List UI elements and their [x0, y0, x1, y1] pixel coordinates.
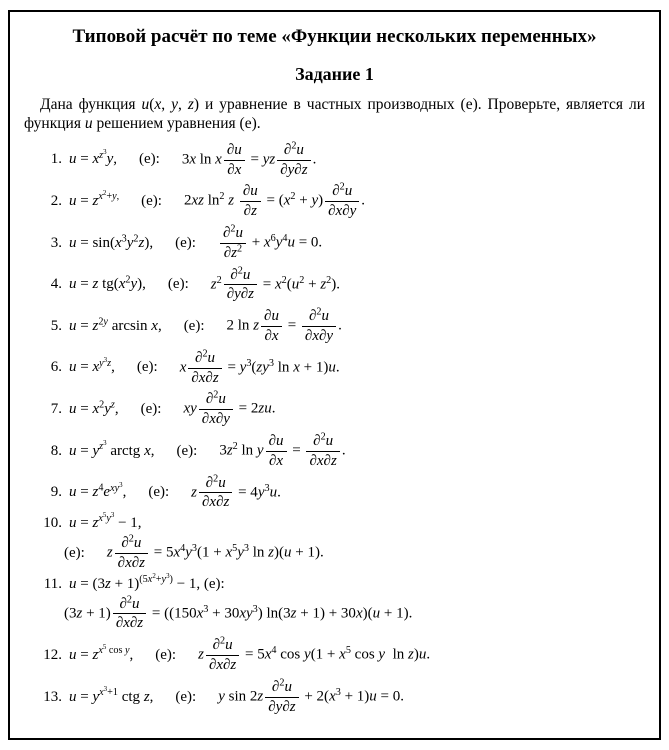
item-number: 8.	[50, 442, 62, 459]
item-number: 11.	[43, 575, 62, 592]
fraction: $\frac{\partial^2u}{\partial x\partial z}$	[188, 349, 221, 388]
fraction: $\frac{\partial u}{\partial x}$	[266, 432, 287, 471]
fraction: $\frac{\partial^2u}{\partial x\partial z}$	[115, 534, 148, 573]
problem-line	[38, 223, 645, 264]
problem-line	[38, 348, 645, 389]
fraction: $\frac{\partial^2u}{\partial x\partial z}$	[113, 595, 146, 634]
problem-item	[38, 575, 645, 635]
problem-item	[38, 223, 645, 264]
fraction: $\frac{\partial^2u}{\partial x\partial y}$	[199, 390, 233, 429]
math-segment: z $\frac{\partial^2u}{\partial x\partial z}$ = $4y^3u$.	[191, 472, 281, 511]
math-segment: z $\frac{\partial^2u}{\partial x\partial z}$ = $5x^4$ $\cos y(1 + x^5$ cos y ln z)u.	[198, 635, 431, 674]
problem-item	[38, 306, 645, 347]
problem-item	[38, 431, 645, 472]
problem-list	[24, 140, 645, 718]
math-segment: (3z + 1) $\frac{\partial^2u}{\partial x\partial z}$ = $((150x^3 + 30xy^3) \ln(3z + 1) + 30x)(u + 1)$.	[64, 594, 413, 632]
fraction: $\frac{\partial^2u}{\partial x\partial y}$	[325, 182, 359, 221]
math-segment: $u = z^4e^{xy^3}$,	[69, 481, 127, 501]
item-number: 5.	[50, 317, 62, 334]
math-segment: $u = z^{x^5 cos y}$,	[69, 644, 134, 664]
math-segment: $u = z^{x^5y^3} - 1$,	[69, 512, 142, 532]
problem-item	[38, 514, 645, 574]
problem-line	[38, 306, 645, 347]
math-segment: $u = z^{x^2+y,}$	[69, 190, 120, 210]
problem-item	[38, 635, 645, 676]
fraction: $\frac{\partial^2u}{\partial x\partial z}$	[306, 432, 339, 471]
problem-item	[38, 265, 645, 306]
math-segment: $z^2$ $\frac{\partial^2u}{\partial y\partial z}$ = $x^2(u^2 + z^2)$.	[210, 264, 340, 303]
math-segment: 2xz $\ln^2 z$ $\frac{\partial u}{\partial z}$ = $(x^2 + y)$ $\frac{\partial^2u}{\partial x\partial y}$ .	[183, 181, 366, 220]
fraction: $\frac{\partial^2u}{\partial x\partial y}$	[302, 307, 336, 346]
fraction: $\frac{\partial u}{\partial x}$	[224, 141, 245, 180]
math-segment: $u = \sin(x^3y^2z)$,	[69, 233, 154, 251]
math-segment: $\frac{\partial^2u}{\partial z^2}$ + $x^6y^4u = 0$.	[218, 224, 322, 263]
math-segment: y sin 2z $\frac{\partial^2u}{\partial y\partial z}$ + $2(x^3 + 1)u = 0$.	[218, 677, 405, 715]
math-segment: $u = x^{z^3}y$,	[69, 149, 117, 168]
problem-line	[38, 677, 645, 718]
math-segment: (e):	[183, 317, 205, 334]
math-segment: (e):	[139, 151, 160, 168]
math-segment: (e):	[140, 401, 162, 418]
fraction: $\frac{\partial^2u}{\partial z^2}$	[220, 224, 246, 263]
math-segment: (e):	[176, 442, 198, 459]
task-heading: Задание 1	[295, 64, 374, 84]
math-segment: $u = y^{z^3}$ arctg x,	[69, 440, 155, 459]
intro-paragraph: Дана функция u(x, y, z) и уравнение в частных производных (e). Проверьте, является ли функция u решением уравнения (e).	[24, 96, 645, 133]
problem-item	[38, 677, 645, 718]
problem-item	[38, 473, 645, 514]
problem-item	[38, 140, 645, 181]
math-segment: x $\frac{\partial^2u}{\partial x\partial z}$ = $y^3(zy^3$ ln x + 1)u.	[179, 348, 340, 386]
fraction: $\frac{\partial^2u}{\partial x\partial z}$	[206, 636, 239, 675]
math-segment: $u = y^{x^3+1}$ ctg z,	[69, 686, 154, 705]
problem-item	[38, 181, 645, 222]
problem-line	[38, 265, 645, 306]
problem-item	[38, 389, 645, 430]
problem-line	[38, 431, 645, 472]
problem-line	[38, 140, 645, 181]
math-segment: (e):	[175, 234, 196, 251]
math-segment: (e):	[167, 276, 189, 293]
problem-line	[64, 533, 645, 574]
problem-line	[38, 473, 645, 514]
math-segment: $u = z^{2y}$ arcsin x,	[69, 316, 162, 334]
problem-line	[38, 181, 645, 222]
problem-line	[38, 514, 645, 533]
item-number: 4.	[50, 276, 62, 293]
fraction: $\frac{\partial^2u}{\partial y\partial z}$	[277, 141, 310, 180]
problem-item	[38, 348, 645, 389]
math-segment: $u = x^{y^3z}$,	[69, 357, 115, 376]
item-number: 10.	[43, 515, 62, 532]
math-segment: xy $\frac{\partial^2u}{\partial x\partial y}$ = 2zu.	[183, 389, 276, 428]
math-segment: 3x ln x $\frac{\partial u}{\partial x}$ = yz $\frac{\partial^2u}{\partial y\partial z}$ .	[181, 140, 317, 178]
math-segment: (e):	[155, 647, 177, 664]
math-segment: 2 ln z $\frac{\partial u}{\partial x}$ = $\frac{\partial^2u}{\partial x\partial y}$ .	[226, 306, 342, 344]
fraction: $\frac{\partial^2u}{\partial x\partial z}$	[199, 474, 232, 513]
item-number: 13.	[43, 688, 62, 705]
math-segment: (e):	[148, 484, 170, 501]
item-number: 7.	[50, 401, 62, 418]
item-number: 1.	[50, 151, 62, 168]
item-number: 9.	[50, 484, 62, 501]
math-segment: (e):	[64, 544, 85, 561]
fraction: $\frac{\partial u}{\partial z}$	[240, 182, 261, 221]
problem-line	[38, 389, 645, 430]
fraction: $\frac{\partial^2u}{\partial y\partial z}$	[265, 678, 298, 717]
fraction: $\frac{\partial^2u}{\partial y\partial z}$	[224, 266, 257, 305]
document-title: Типовой расчёт по теме «Функции нескольких переменных»	[72, 26, 597, 47]
math-segment: (e):	[141, 193, 162, 210]
item-number: 3.	[50, 234, 62, 251]
problem-line	[38, 575, 645, 594]
problem-line	[64, 594, 645, 635]
math-segment: (e):	[175, 688, 197, 705]
math-segment: z $\frac{\partial^2u}{\partial x\partial z}$ = $5x^4y^3(1 + x^5y^3$ ln z)(u + 1).	[106, 533, 324, 571]
item-number: 12.	[43, 647, 62, 664]
problem-line	[38, 635, 645, 676]
math-segment: $u = x^2y^z$,	[69, 399, 119, 418]
item-number: 6.	[50, 359, 62, 376]
page-frame	[8, 10, 661, 740]
fraction: $\frac{\partial u}{\partial x}$	[261, 307, 282, 346]
math-segment: $u = (3z + 1)^{(5x^2+y^3)} - 1$, (e):	[69, 573, 225, 592]
math-segment: (e):	[136, 359, 158, 376]
math-segment: $3z^2$ ln y $\frac{\partial u}{\partial x}$ = $\frac{\partial^2u}{\partial x\partial z}$ .	[219, 431, 346, 469]
item-number: 2.	[50, 193, 62, 210]
math-segment: u = z $tg(x^2y)$,	[69, 274, 146, 293]
